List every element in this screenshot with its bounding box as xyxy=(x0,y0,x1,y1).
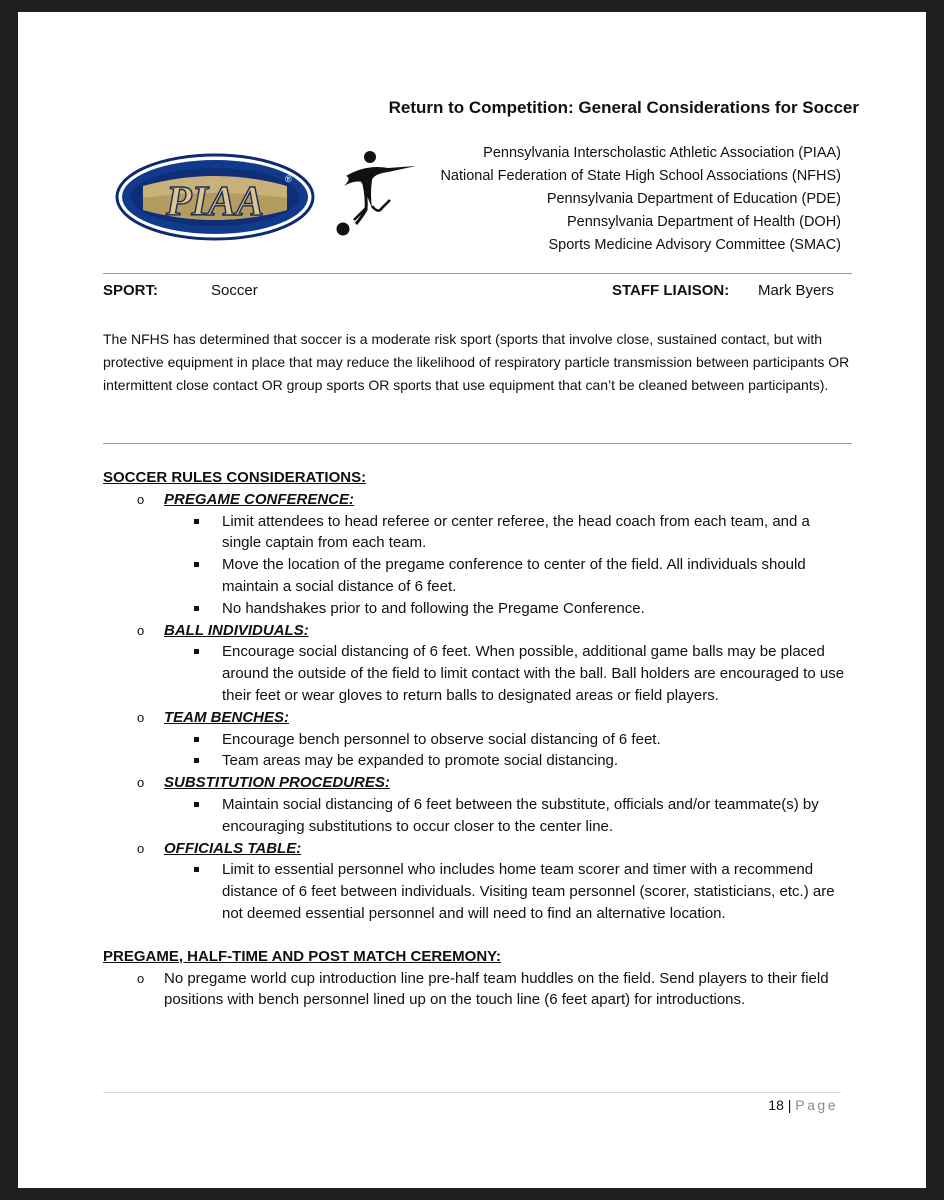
sport-info-row xyxy=(103,282,840,304)
list-item: Encourage social distancing of 6 feet. When possible, additional game balls may be placed around the outside of the field to limit contact with the ball. Ball holders are encouraged to use their feet or wear gloves to return balls to designated areas or field players. xyxy=(103,641,853,706)
circle-bullet-icon: o xyxy=(137,622,145,638)
ceremony-heading: PREGAME, HALF-TIME AND POST MATCH CEREMONY: xyxy=(103,947,502,965)
org-smac: Sports Medicine Advisory Committee (SMAC) xyxy=(548,237,841,253)
organization-list xyxy=(381,142,841,257)
list-item: No handshakes prior to and following the Pregame Conference. xyxy=(103,598,853,620)
sport-label: SPORT: xyxy=(103,282,159,299)
section-title: SUBSTITUTION PROCEDURES: xyxy=(164,774,390,792)
list-item: Encourage bench personnel to observe social distancing of 6 feet. xyxy=(103,729,853,751)
circle-bullet-icon: o xyxy=(137,709,145,725)
list-item: Team areas may be expanded to promote social distancing. xyxy=(103,750,853,772)
header-divider xyxy=(103,273,852,274)
document-title: Return to Competition: General Considerations for Soccer xyxy=(388,98,859,117)
circle-bullet-icon: o xyxy=(137,491,145,507)
square-bullet-icon xyxy=(194,519,199,524)
page-separator: | xyxy=(787,1097,792,1113)
page-word: Page xyxy=(795,1097,838,1113)
section-team-benches xyxy=(103,707,853,729)
page-number: 18 xyxy=(768,1097,784,1113)
risk-description: The NFHS has determined that soccer is a moderate risk sport (sports that involve close, sustained contact, but with protective equipment in place that may reduce the likelihood of respiratory particle transmission between participants OR intermittent close contact OR group sports OR sports that use equipment that can’t be cleaned between participants). xyxy=(103,331,850,393)
circle-bullet-icon: o xyxy=(137,970,145,986)
document-page xyxy=(18,12,926,1188)
circle-bullet-icon: o xyxy=(137,840,145,856)
org-doh: Pennsylvania Department of Health (DOH) xyxy=(566,214,841,230)
footer-divider xyxy=(103,1092,841,1093)
svg-text:®: ® xyxy=(285,174,292,184)
section-officials-table xyxy=(103,838,853,860)
document-body xyxy=(103,467,853,1011)
staff-liaison-label: STAFF LIAISON: xyxy=(612,282,730,299)
list-item: Maintain social distancing of 6 feet between the substitute, officials and/or teammate(s) by encouraging substitutions to occur closer to the center line. xyxy=(103,794,853,838)
square-bullet-icon xyxy=(194,867,199,872)
section-ball-individuals xyxy=(103,620,853,642)
section-pregame-conference xyxy=(103,489,853,511)
square-bullet-icon xyxy=(194,649,199,654)
rules-heading: SOCCER RULES CONSIDERATIONS: xyxy=(103,469,367,486)
org-pde: Pennsylvania Department of Education (PDE) xyxy=(546,191,841,207)
svg-text:PIAA: PIAA xyxy=(165,179,265,225)
staff-liaison-value: Mark Byers xyxy=(758,282,834,299)
square-bullet-icon xyxy=(194,737,199,742)
intro-divider xyxy=(103,443,852,444)
list-item: Limit to essential personnel who includes home team scorer and timer with a recommend distance of 6 feet between individuals. Visiting team personnel (scorer, statisticians, etc.) are not deemed essential personnel and will need to find an alternative location. xyxy=(103,859,853,924)
sport-value: Soccer xyxy=(211,282,258,299)
section-title: TEAM BENCHES: xyxy=(164,708,290,726)
org-nfhs: National Federation of State High School Associations (NFHS) xyxy=(440,168,841,184)
square-bullet-icon xyxy=(194,802,199,807)
list-item: Limit attendees to head referee or center referee, the head coach from each team, and a single captain from each team. xyxy=(103,511,853,555)
section-title: PREGAME CONFERENCE: xyxy=(164,490,355,508)
square-bullet-icon xyxy=(194,606,199,611)
piaa-logo-graphic xyxy=(115,152,315,242)
list-item: o No pregame world cup introduction line pre-half team huddles on the field. Send players to their field positions with bench personnel lined up on the touch line (6 feet apart) for introductions. xyxy=(137,969,829,1009)
page-footer xyxy=(768,1097,838,1113)
org-piaa: Pennsylvania Interscholastic Athletic Association (PIAA) xyxy=(483,145,841,161)
section-title: BALL INDIVIDUALS: xyxy=(164,621,309,639)
circle-bullet-icon: o xyxy=(137,775,145,791)
square-bullet-icon xyxy=(194,562,199,567)
piaa-logo xyxy=(115,152,315,247)
section-title: OFFICIALS TABLE: xyxy=(164,839,302,857)
section-substitution-procedures xyxy=(103,772,853,794)
list-item: Move the location of the pregame conference to center of the field. All individuals should maintain a social distance of 6 feet. xyxy=(103,554,853,598)
square-bullet-icon xyxy=(194,758,199,763)
